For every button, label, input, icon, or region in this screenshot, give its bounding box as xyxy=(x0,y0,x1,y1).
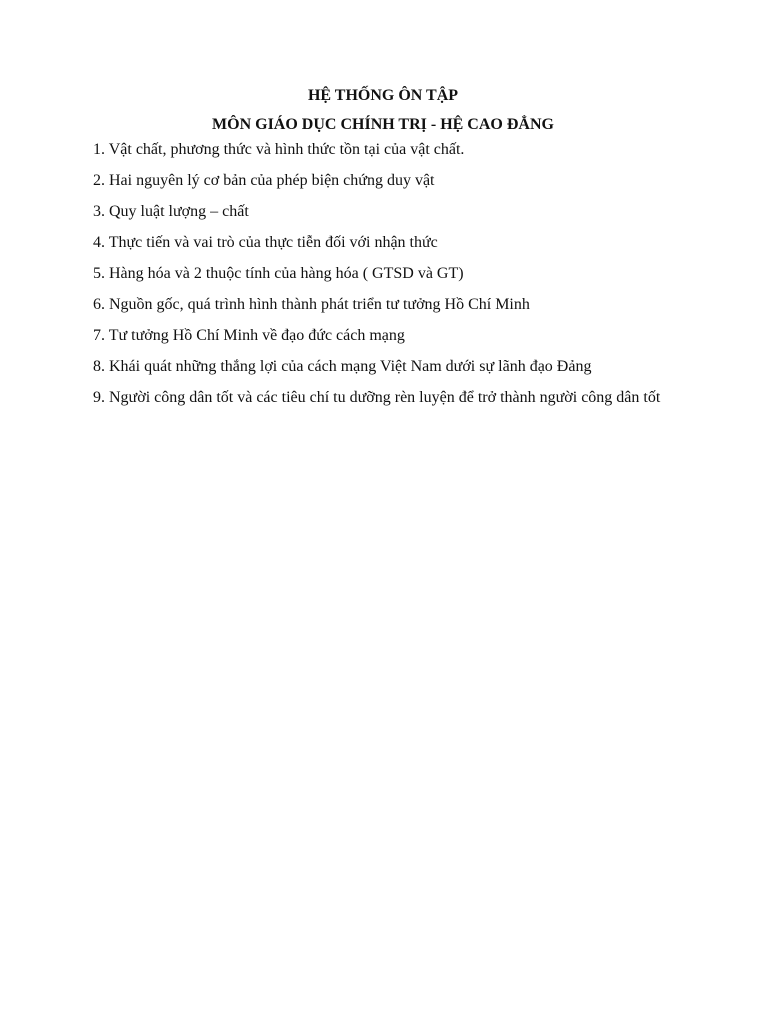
topic-item-7: 7. Tư tưởng Hồ Chí Minh về đạo đức cách mạng xyxy=(93,327,405,344)
topic-item-3: 3. Quy luật lượng – chất xyxy=(93,203,249,220)
document-body xyxy=(93,85,673,418)
document-title: HỆ THỐNG ÔN TẬP xyxy=(307,87,459,104)
topic-item-9: 9. Người công dân tốt và các tiêu chí tu dưỡng rèn luyện để trở thành người công dân tốt xyxy=(93,389,661,406)
topic-item-5: 5. Hàng hóa và 2 thuộc tính của hàng hóa ( GTSD và GT) xyxy=(93,265,464,282)
topic-item-1: 1. Vật chất, phương thức và hình thức tồn tại của vật chất. xyxy=(93,141,465,158)
topic-item-2: 2. Hai nguyên lý cơ bản của phép biện chứng duy vật xyxy=(93,172,435,189)
topic-list xyxy=(93,139,673,408)
topic-item-6: 6. Nguồn gốc, quá trình hình thành phát triển tư tưởng Hồ Chí Minh xyxy=(93,296,530,313)
topic-item-8: 8. Khái quát những thắng lợi của cách mạng Việt Nam dưới sự lãnh đạo Đảng xyxy=(93,358,592,375)
document-subtitle: MÔN GIÁO DỤC CHÍNH TRỊ - HỆ CAO ĐẲNG xyxy=(212,116,554,133)
topic-item-4: 4. Thực tiến và vai trò của thực tiễn đối với nhận thức xyxy=(93,234,438,251)
